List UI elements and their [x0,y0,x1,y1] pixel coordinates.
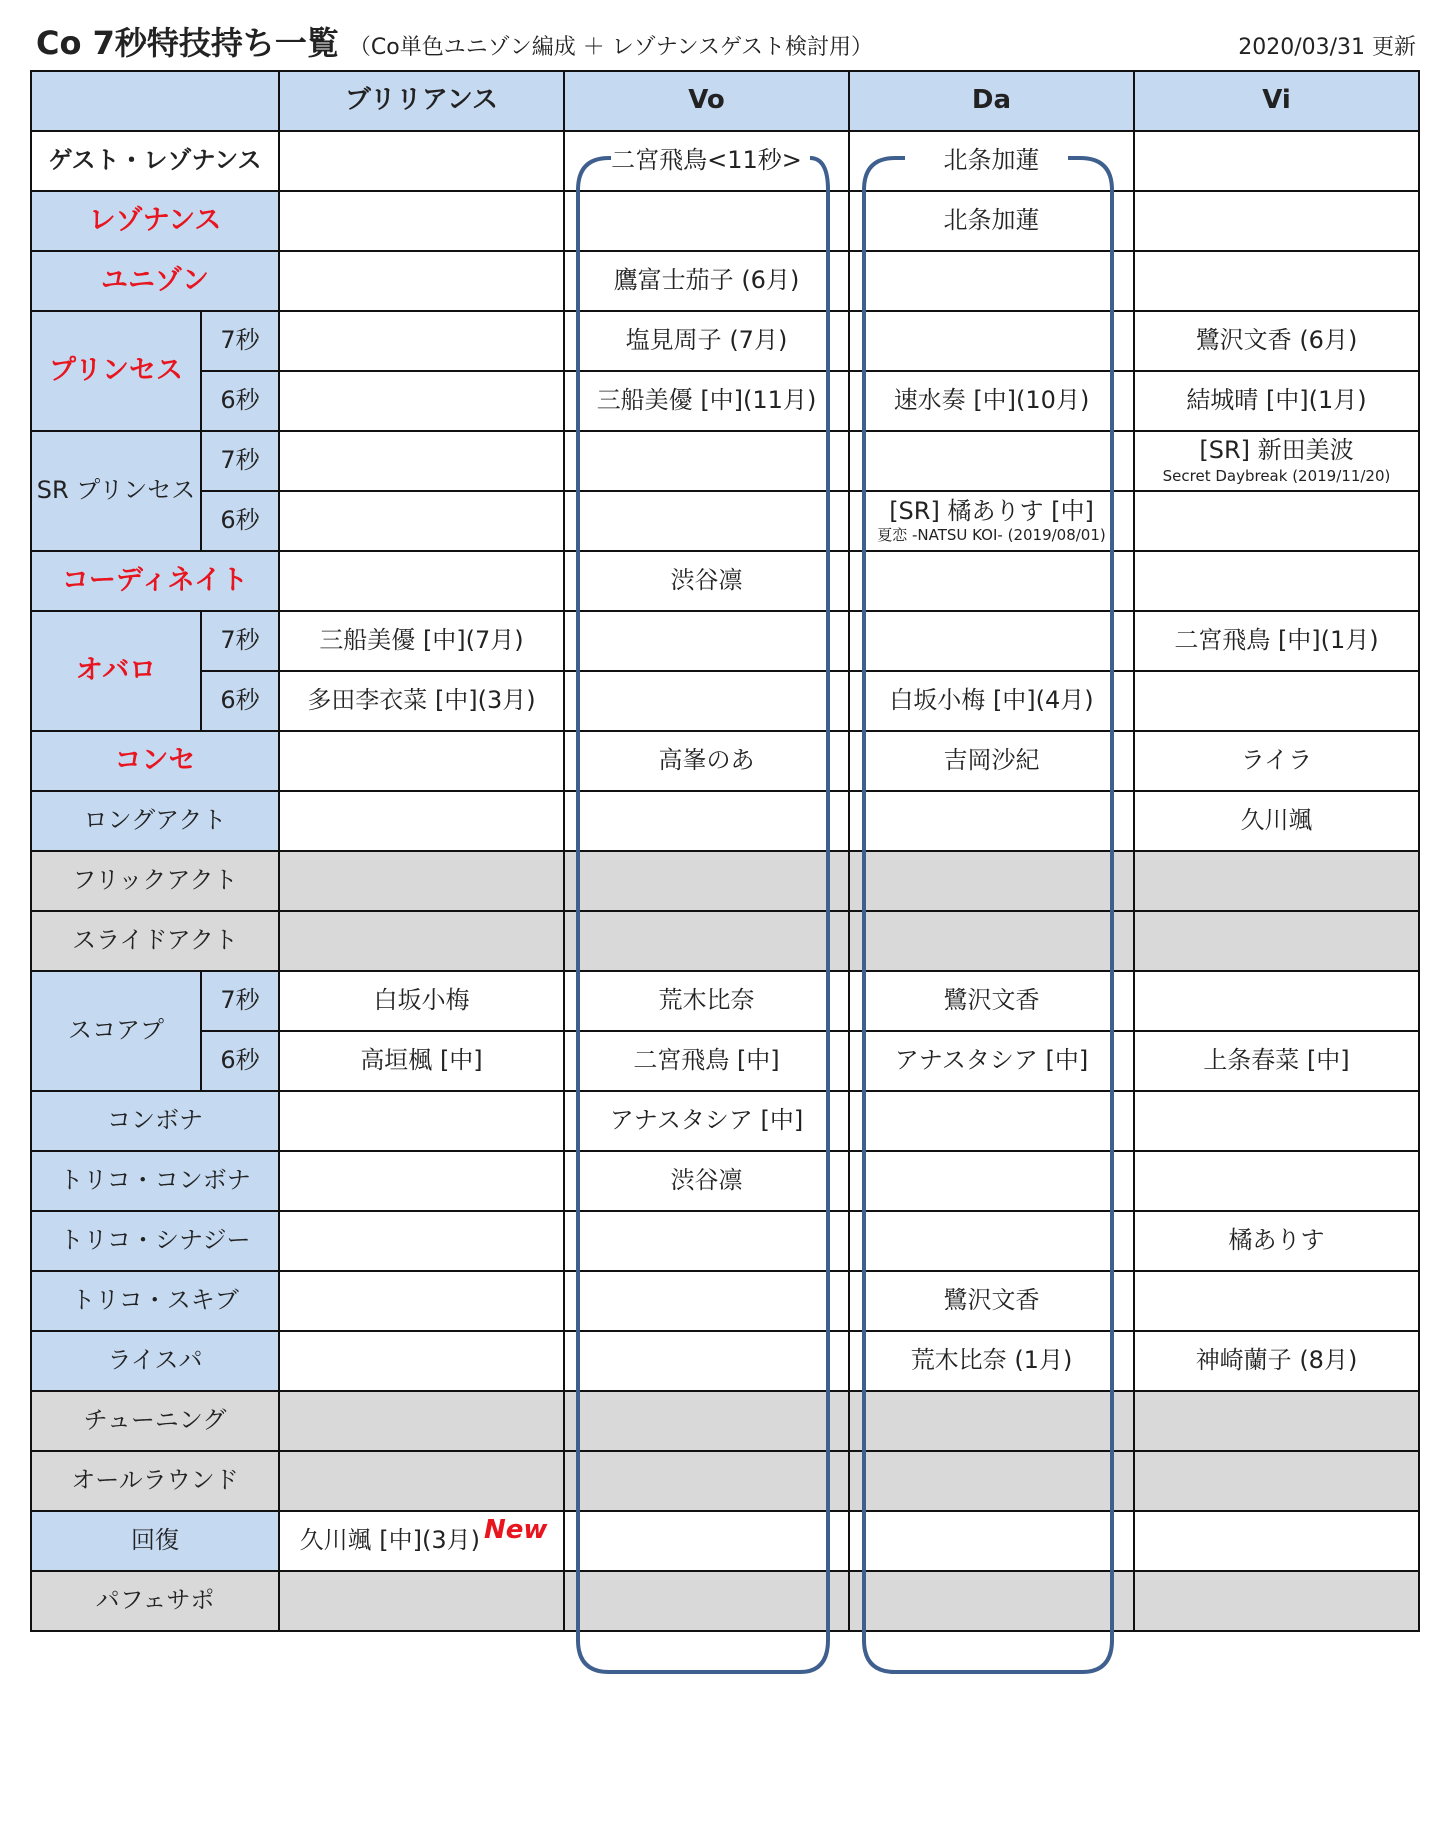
cell-princess7-vi: 鷺沢文香 (6月) [1134,311,1419,371]
cell-slideact-vi [1134,911,1419,971]
cell-princess7-brilliance [279,311,564,371]
cell-princess6-brilliance [279,371,564,431]
label-combo-bonus: コンボナ [31,1091,279,1151]
row-long-act [31,791,1419,851]
srprincess6-da-name: [SR] 橘ありす [中] [889,496,1094,525]
cell-srprincess7-vo [564,431,849,491]
row-overload-7 [31,611,1419,671]
cell-concentration-vo: 高峯のあ [564,731,849,791]
cell-allround-brilliance [279,1451,564,1511]
row-combo-bonus [31,1091,1419,1151]
row-trico-skip [31,1271,1419,1331]
label-princess: プリンセス [31,311,201,431]
cell-guest-da: 北条加蓮 [849,131,1134,191]
cell-combobonus-da [849,1091,1134,1151]
row-slide-act [31,911,1419,971]
label-trico-synergy: トリコ・シナジー [31,1211,279,1271]
cell-combobonus-brilliance [279,1091,564,1151]
title-text: Co 7秒特技持ち一覧 [36,24,339,62]
cell-resonance-brilliance [279,191,564,251]
row-flick-act [31,851,1419,911]
label-all-round: オールラウンド [31,1451,279,1511]
label-long-act: ロングアクト [31,791,279,851]
cell-lifesparkle-da: 荒木比奈 (1月) [849,1331,1134,1391]
cell-guest-brilliance [279,131,564,191]
cell-perfectsupport-brilliance [279,1571,564,1631]
sec-score-up-6: 6秒 [201,1031,279,1091]
label-life-sparkle: ライスパ [31,1331,279,1391]
cell-heal-vi [1134,1511,1419,1571]
cell-resonance-vi [1134,191,1419,251]
cell-resonance-vo [564,191,849,251]
row-perfect-support [31,1571,1419,1631]
cell-princess7-vo: 塩見周子 (7月) [564,311,849,371]
row-sr-princess-7 [31,431,1419,491]
row-resonance [31,191,1419,251]
cell-coordinate-da [849,551,1134,611]
cell-overload7-vo [564,611,849,671]
label-concentration: コンセ [31,731,279,791]
skill-table [30,70,1420,1632]
cell-tuning-vo [564,1391,849,1451]
cell-srprincess6-vo [564,491,849,551]
cell-coordinate-vi [1134,551,1419,611]
label-trico-combo: トリコ・コンボナ [31,1151,279,1211]
label-coordinate: コーディネイト [31,551,279,611]
row-score-up-6 [31,1031,1419,1091]
page-title [36,18,873,64]
cell-combobonus-vo: アナスタシア [中] [564,1091,849,1151]
row-coordinate [31,551,1419,611]
row-overload-6 [31,671,1419,731]
cell-flickact-vi [1134,851,1419,911]
label-unison: ユニゾン [31,251,279,311]
cell-srprincess6-vi [1134,491,1419,551]
cell-flickact-vo [564,851,849,911]
row-all-round [31,1451,1419,1511]
cell-tricoskip-da: 鷺沢文香 [849,1271,1134,1331]
label-score-up: スコアプ [31,971,201,1091]
cell-heal-vo [564,1511,849,1571]
cell-flickact-da [849,851,1134,911]
cell-tuning-da [849,1391,1134,1451]
cell-allround-da [849,1451,1134,1511]
label-overload: オバロ [31,611,201,731]
srprincess6-da-note: 夏恋 -NATSU KOI- (2019/08/01) [877,526,1106,545]
page-header [36,18,1416,68]
label-trico-skip: トリコ・スキブ [31,1271,279,1331]
cell-tricocombo-brilliance [279,1151,564,1211]
cell-coordinate-vo: 渋谷凛 [564,551,849,611]
cell-scoreup6-da: アナスタシア [中] [849,1031,1134,1091]
row-life-sparkle [31,1331,1419,1391]
cell-slideact-vo [564,911,849,971]
cell-resonance-da: 北条加蓮 [849,191,1134,251]
cell-scoreup6-brilliance: 高垣楓 [中] [279,1031,564,1091]
col-header-vo: Vo [564,71,849,131]
col-header-da: Da [849,71,1134,131]
cell-concentration-vi: ライラ [1134,731,1419,791]
cell-lifesparkle-vi: 神崎蘭子 (8月) [1134,1331,1419,1391]
label-tuning: チューニング [31,1391,279,1451]
row-guest [31,131,1419,191]
cell-srprincess6-da [849,491,1134,551]
label-perfect-support: パフェサポ [31,1571,279,1631]
col-header-brilliance: ブリリアンス [279,71,564,131]
cell-tricosynergy-da [849,1211,1134,1271]
cell-lifesparkle-vo [564,1331,849,1391]
cell-guest-vi [1134,131,1419,191]
cell-longact-da [849,791,1134,851]
label-heal: 回復 [31,1511,279,1571]
cell-srprincess6-brilliance [279,491,564,551]
update-date: 2020/03/31 更新 [1238,35,1416,60]
cell-unison-vo: 鷹富士茄子 (6月) [564,251,849,311]
cell-scoreup7-vi [1134,971,1419,1031]
sec-overload-7: 7秒 [201,611,279,671]
cell-princess6-vo: 三船美優 [中](11月) [564,371,849,431]
cell-overload6-brilliance: 多田李衣菜 [中](3月) [279,671,564,731]
srprincess7-vi-name: [SR] 新田美波 [1199,435,1354,464]
cell-unison-da [849,251,1134,311]
cell-scoreup6-vo: 二宮飛鳥 [中] [564,1031,849,1091]
new-badge: New [483,1515,548,1546]
col-header-vi: Vi [1134,71,1419,131]
cell-scoreup6-vi: 上条春菜 [中] [1134,1031,1419,1091]
header-corner [31,71,279,131]
cell-unison-vi [1134,251,1419,311]
row-heal [31,1511,1419,1571]
row-concentration [31,731,1419,791]
cell-allround-vi [1134,1451,1419,1511]
sec-sr-princess-7: 7秒 [201,431,279,491]
cell-slideact-da [849,911,1134,971]
heal-brilliance-name: 久川颯 [中](3月) [299,1526,480,1555]
cell-tricoskip-vo [564,1271,849,1331]
cell-tricocombo-vi [1134,1151,1419,1211]
cell-heal-brilliance [279,1511,564,1571]
sec-princess-7: 7秒 [201,311,279,371]
cell-tricosynergy-vo [564,1211,849,1271]
label-flick-act: フリックアクト [31,851,279,911]
row-unison [31,251,1419,311]
cell-tricocombo-vo: 渋谷凛 [564,1151,849,1211]
cell-tricosynergy-vi: 橘ありす [1134,1211,1419,1271]
label-resonance: レゾナンス [31,191,279,251]
cell-tuning-brilliance [279,1391,564,1451]
cell-concentration-da: 吉岡沙紀 [849,731,1134,791]
cell-overload6-vo [564,671,849,731]
row-sr-princess-6 [31,491,1419,551]
subtitle-text: （Co単色ユニゾン編成 ＋ レゾナンスゲスト検討用） [348,35,874,60]
row-tuning [31,1391,1419,1451]
cell-tricoskip-vi [1134,1271,1419,1331]
cell-tricosynergy-brilliance [279,1211,564,1271]
row-princess-7 [31,311,1419,371]
cell-overload7-vi: 二宮飛鳥 [中](1月) [1134,611,1419,671]
cell-guest-vo: 二宮飛鳥<11秒> [564,131,849,191]
row-princess-6 [31,371,1419,431]
cell-longact-brilliance [279,791,564,851]
cell-srprincess7-vi [1134,431,1419,491]
cell-coordinate-brilliance [279,551,564,611]
cell-princess6-vi: 結城晴 [中](1月) [1134,371,1419,431]
cell-perfectsupport-vi [1134,1571,1419,1631]
row-trico-combo [31,1151,1419,1211]
cell-combobonus-vi [1134,1091,1419,1151]
cell-scoreup7-vo: 荒木比奈 [564,971,849,1031]
cell-unison-brilliance [279,251,564,311]
cell-srprincess7-brilliance [279,431,564,491]
cell-lifesparkle-brilliance [279,1331,564,1391]
cell-tuning-vi [1134,1391,1419,1451]
cell-srprincess7-da [849,431,1134,491]
cell-flickact-brilliance [279,851,564,911]
cell-tricocombo-da [849,1151,1134,1211]
cell-tricoskip-brilliance [279,1271,564,1331]
cell-slideact-brilliance [279,911,564,971]
cell-princess6-da: 速水奏 [中](10月) [849,371,1134,431]
row-trico-synergy [31,1211,1419,1271]
label-sr-princess: SR プリンセス [31,431,201,551]
cell-perfectsupport-vo [564,1571,849,1631]
sec-overload-6: 6秒 [201,671,279,731]
sec-princess-6: 6秒 [201,371,279,431]
header-row [31,71,1419,131]
sec-score-up-7: 7秒 [201,971,279,1031]
cell-concentration-brilliance [279,731,564,791]
cell-perfectsupport-da [849,1571,1134,1631]
sec-sr-princess-6: 6秒 [201,491,279,551]
cell-overload6-da: 白坂小梅 [中](4月) [849,671,1134,731]
cell-scoreup7-da: 鷺沢文香 [849,971,1134,1031]
cell-allround-vo [564,1451,849,1511]
cell-princess7-da [849,311,1134,371]
label-slide-act: スライドアクト [31,911,279,971]
cell-overload7-brilliance: 三船美優 [中](7月) [279,611,564,671]
cell-longact-vo [564,791,849,851]
srprincess7-vi-note: Secret Daybreak (2019/11/20) [1162,467,1391,486]
cell-scoreup7-brilliance: 白坂小梅 [279,971,564,1031]
cell-overload7-da [849,611,1134,671]
cell-longact-vi: 久川颯 [1134,791,1419,851]
cell-overload6-vi [1134,671,1419,731]
label-guest: ゲスト・レゾナンス [31,131,279,191]
row-score-up-7 [31,971,1419,1031]
cell-heal-da [849,1511,1134,1571]
